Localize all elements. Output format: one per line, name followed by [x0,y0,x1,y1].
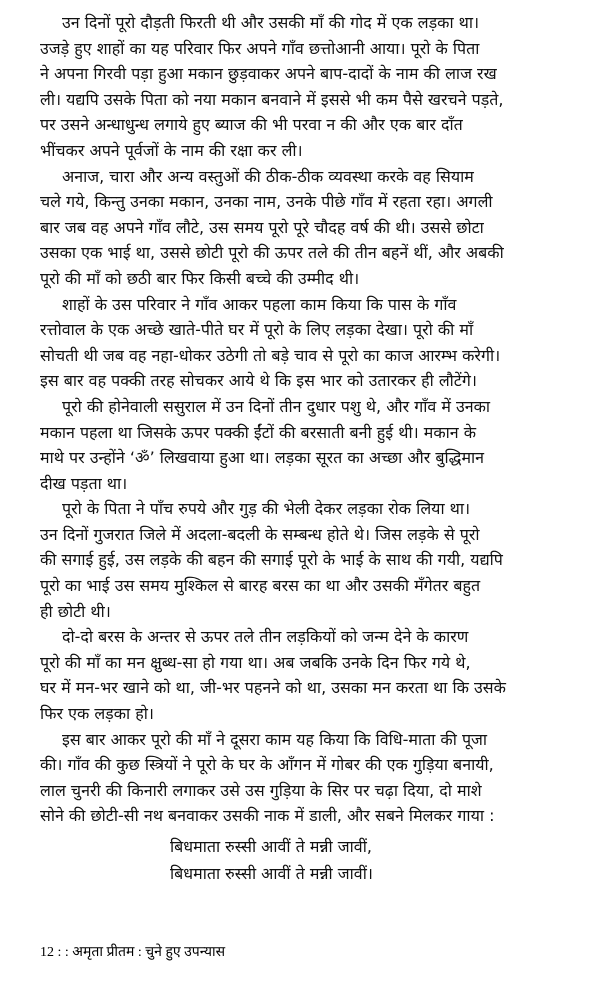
text-line: चले गये, किन्तु उनका मकान, उनका नाम, उनके पीछे गाँव में रहता रहा। अगली [40,192,493,212]
text-line: पूरो की होनेवाली ससुराल में उन दिनों तीन दुधार पशु थे, और गाँव में उनका [62,396,491,416]
poem-line: बिधमाता रुस्सी आवीं ते मन्नी जावीं। [170,864,373,883]
paragraph [40,164,584,292]
text-line: अनाज, चारा और अन्य वस्तुओं की ठीक-ठीक व्यवस्था करके वह सियाम [62,166,474,186]
text-line: ही छोटी थी। [40,601,111,621]
text-line: दो-दो बरस के अन्तर से ऊपर तले तीन लड़कियों को जन्म देने के कारण [62,627,469,647]
text-line: बार जब वह अपने गाँव लौटे, उस समय पूरो पूरे चौदह वर्ष की थी। उससे छोटा [40,217,484,237]
text-line: शाहों के उस परिवार ने गाँव आकर पहला काम किया कि पास के गाँव [62,294,457,314]
text-line: ने अपना गिरवी पड़ा हुआ मकान छुड़वाकर अपने बाप-दादों के नाम की लाज रख [40,64,497,84]
text-line: पर उसने अन्धाधुन्ध लगाये हुए ब्याज की भी परवा न की और एक बार दाँत [40,115,463,135]
text-line: भींचकर अपने पूर्वजों के नाम की रक्षा कर ली। [40,140,303,160]
paragraph [40,624,584,726]
text-line: फिर एक लड़का हो। [40,704,154,724]
paragraph [40,10,584,164]
text-line: पूरो के पिता ने पाँच रुपये और गुड़ की भेली देकर लड़का रोक लिया था। [62,499,471,519]
body-text [40,10,584,829]
text-line: ली। यद्यपि उसके पिता को नया मकान बनवाने में इससे भी कम पैसे खरचने पड़ते, [40,89,504,109]
text-line: घर में मन-भर खाने को था, जी-भर पहनने को था, उसका मन करता था कि उसके [40,678,506,698]
paragraph [40,496,584,624]
text-line: की सगाई हुई, उस लड़के की बहन की सगाई पूरो के भाई के साथ की गयी, यद्यपि [40,550,503,570]
paragraph [40,394,584,496]
paragraph [40,727,584,829]
text-line: पूरो की माँ को छठी बार फिर किसी बच्चे की उम्मीद थी। [40,268,360,288]
text-line: दीख पड़ता था। [40,473,128,493]
text-line: उजड़े हुए शाहों का यह परिवार फिर अपने गाँव छत्तोआनी आया। पूरो के पिता [40,38,480,58]
poem-verse [40,833,584,887]
text-line: इस बार वह पक्की तरह सोचकर आये थे कि इस भार को उतारकर ही लौटेंगे। [40,371,477,391]
text-line: इस बार आकर पूरो की माँ ने दूसरा काम यह किया कि विधि-माता की पूजा [62,729,488,749]
text-line: सोने की छोटी-सी नथ बनवाकर उसकी नाक में डाली, और सबने मिलकर गाया : [40,806,495,826]
text-line: उसका एक भाई था, उससे छोटी पूरो की ऊपर तले की तीन बहनें थीं, और अबकी [40,243,504,263]
text-line: माथे पर उन्होंने ‘ॐ’ लिखवाया हुआ था। लड़का सूरत का अच्छा और बुद्धिमान [40,448,485,468]
text-line: रत्तोवाल के एक अच्छे खाते-पीते घर में पूरो के लिए लड़का देखा। पूरो की माँ [40,320,474,340]
paragraph [40,292,584,394]
text-line: की। गाँव की कुछ स्त्रियों ने पूरो के घर के आँगन में गोबर की एक गुड़िया बनायी, [40,755,494,775]
text-line: सोचती थी जब वह नहा-धोकर उठेगी तो बड़े चाव से पूरो का काज आरम्भ करेगी। [40,345,501,365]
text-line: उन दिनों पूरो दौड़ती फिरती थी और उसकी माँ की गोद में एक लड़का था। [62,13,480,32]
text-line: पूरो की माँ का मन क्षुब्ध-सा हो गया था। अब जबकि उनके दिन फिर गये थे, [40,652,471,672]
text-line: पूरो का भाई उस समय मुश्किल से बारह बरस का था और उसकी मँगेतर बहुत [40,576,481,596]
poem-line: बिधमाता रुस्सी आवीं ते मन्नी जावीं, [170,837,372,856]
text-line: मकान पहला था जिसके ऊपर पक्की ईंटों की बरसाती बनी हुई थी। मकान के [40,422,477,442]
page-footer: 12 : : अमृता प्रीतम : चुने हुए उपन्यास [40,945,226,960]
text-line: लाल चुनरी की किनारी लगाकर उसे उस गुड़िया के सिर पर चढ़ा दिया, दो माशे [40,780,482,800]
text-line: उन दिनों गुजरात जिले में अदला-बदली के सम्बन्ध होते थे। जिस लड़के से पूरो [40,524,480,544]
